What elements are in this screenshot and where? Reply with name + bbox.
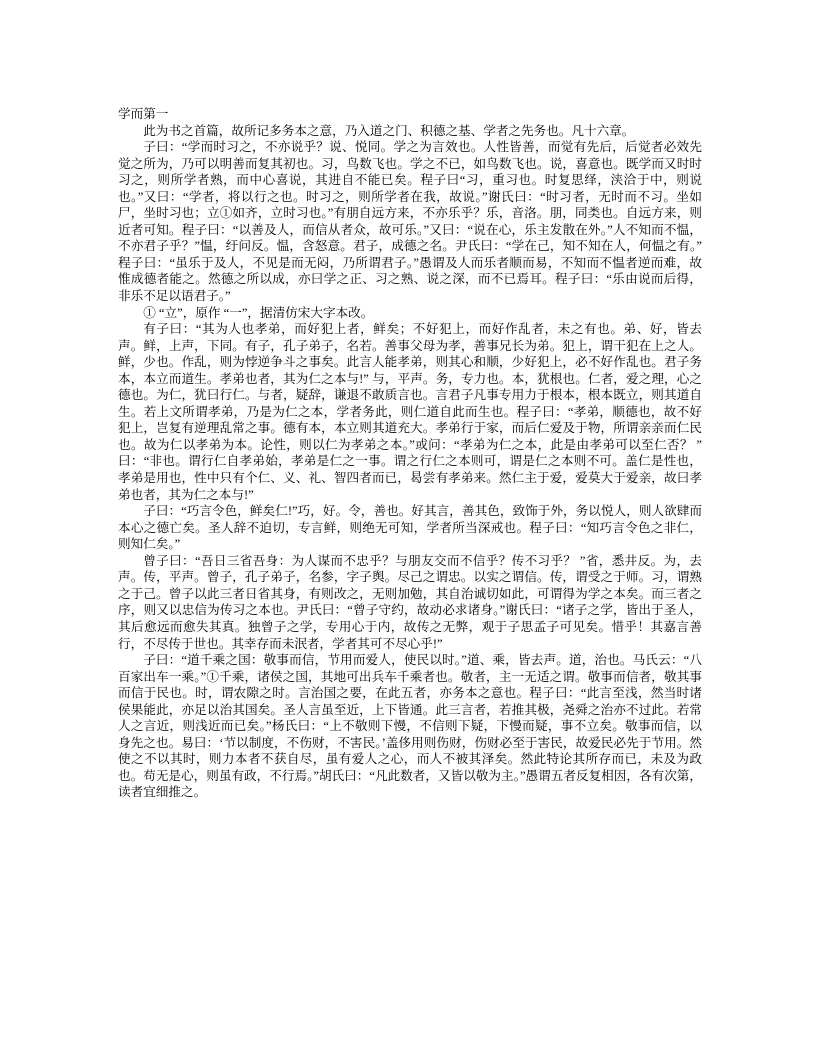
text-column [118,106,702,801]
footnote-1: ① “立”，原作 “一”，据清仿宋大字本改。 [143,305,374,320]
page-title: 学而第一 [118,107,169,121]
paragraph-chapter-3: 子曰：“巧言令色，鲜矣仁!”巧，好。令，善也。好其言，善其色，致饰于外，务以悦人，则人欲肆而本心之德亡矣。圣人辞不迫切，专言鲜，则绝无可知，学者所当深戒也。程子曰：“知巧言令色之非仁，则知仁矣。” [118,504,702,552]
paragraph-chapter-2: 有子曰：“其为人也孝弟，而好犯上者，鲜矣；不好犯上，而好作乱者，未之有也。弟、好，皆去声。鲜，上声，下同。有子，孔子弟子，名若。善事父母为孝，善事兄长为弟。犯上，谓干犯在上之人。鲜，少也。作乱，则为悖逆争斗之事矣。此言人能孝弟，则其心和顺，少好犯上，必不好作乱也。君子务本，本立而道生。孝弟也者，其为仁之本与!” 与，平声。务，专力也。本，犹根也。仁者，爱之理，心之德也。为仁，犹曰行仁。与者，疑辞，谦退不敢质言也。言君子凡事专用力于根本，根本既立，则其道自生。若上文所谓孝弟，乃是为仁之本，学者务此，则仁道自此而生也。程子曰：“孝弟，顺德也，故不好犯上，岂复有逆理乱常之事。德有本，本立则其道充大。孝弟行于家，而后仁爱及于物，所谓亲亲而仁民也。故为仁以孝弟为本。论性，则以仁为孝弟之本。”或问：“孝弟为仁之本，此是由孝弟可以至仁否？ ”曰：“非也。谓行仁自孝弟始，孝弟是仁之一事。谓之行仁之本则可，谓是仁之本则不可。盖仁是性也，孝弟是用也，性中只有个仁、义、礼、智四者而已，曷尝有孝弟来。然仁主于爱，爱莫大于爱亲，故曰孝弟也者，其为仁之本与!” [118,322,702,502]
paragraph-chapter-4: 曾子曰：“吾日三省吾身：为人谋而不忠乎？与朋友交而不信乎？传不习乎？ ”省，悉井反。为，去声。传，平声。曾子，孔子弟子，名参，字子舆。尽己之谓忠。以实之谓信。传，谓受之于师。习，谓熟之于己。曾子以此三者日省其身，有则改之，无则加勉，其自治诚切如此，可谓得为学之本矣。而三者之序，则又以忠信为传习之本也。尹氏曰：“曾子守约，故动必求诸身。”谢氏曰：“诸子之学，皆出于圣人，其后愈远而愈失其真。独曾子之学，专用心于内，故传之无弊，观于子思孟子可见矣。惜乎！其嘉言善行，不尽传于世也。其幸存而未泯者，学者其可不尽心乎!” [118,553,702,651]
paragraph-chapter-5: 子曰：“道千乘之国：敬事而信，节用而爱人，使民以时。”道、乘，皆去声。道，治也。马氏云：“八百家出车一乘。”①千乘，诸侯之国，其地可出兵车千乘者也。敬者，主一无适之谓。敬事而信者，敬其事而信于民也。时，谓农隙之时。言治国之要，在此五者，亦务本之意也。程子曰：“此言至浅，然当时诸侯果能此，亦足以治其国矣。圣人言虽至近，上下皆通。此三言者，若推其极，尧舜之治亦不过此。若常人之言近，则浅近而已矣。”杨氏曰：“上不敬则下慢，不信则下疑，下慢而疑，事不立矣。敬事而信，以身先之也。易曰：‘节以制度，不伤财，不害民。’盖侈用则伤财，伤财必至于害民，故爱民必先于节用。然使之不以其时，则力本者不获自尽，虽有爱人之心，而人不被其泽矣。然此特论其所存而已，未及为政也。苟无是心，则虽有政，不行焉。”胡氏曰：“凡此数者，又皆以敬为主。”愚谓五者反复相因，各有次第，读者宜细推之。 [118,653,702,800]
paragraph-chapter-1: 子曰：“学而时习之，不亦说乎？说、悦同。学之为言效也。人性皆善，而觉有先后，后觉者必效先觉之所为，乃可以明善而复其初也。习，鸟数飞也。学之不已，如鸟数飞也。说，喜意也。既学而又时时习之，则所学者熟，而中心喜说，其进自不能已矣。程子曰“习，重习也。时复思绎，浃洽于中，则说也。”又曰：“学者，将以行之也。时习之，则所学者在我，故说。”谢氏曰：“时习者，无时而不习。坐如尸，坐时习也；立①如齐，立时习也。”有朋自远方来，不亦乐乎？乐，音洛。朋，同类也。自远方来，则近者可知。程子曰：“以善及人，而信从者众，故可乐。”又曰：“说在心，乐主发散在外。”人不知而不愠，不亦君子乎？”愠，纡问反。愠，含怒意。君子，成德之名。尹氏曰：“学在己，知不知在人，何愠之有。”程子曰：“虽乐于及人，不见是而无闷，乃所谓君子。”愚谓及人而乐者顺而易，不知而不愠者逆而难，故惟成德者能之。然德之所以成，亦曰学之正、习之熟、说之深，而不已焉耳。程子曰：“乐由说而后得，非乐不足以语君子。” [118,140,702,304]
paragraph-preface: 此为书之首篇，故所记多务本之意，乃入道之门、积德之基、学者之先务也。凡十六章。 [143,123,635,138]
